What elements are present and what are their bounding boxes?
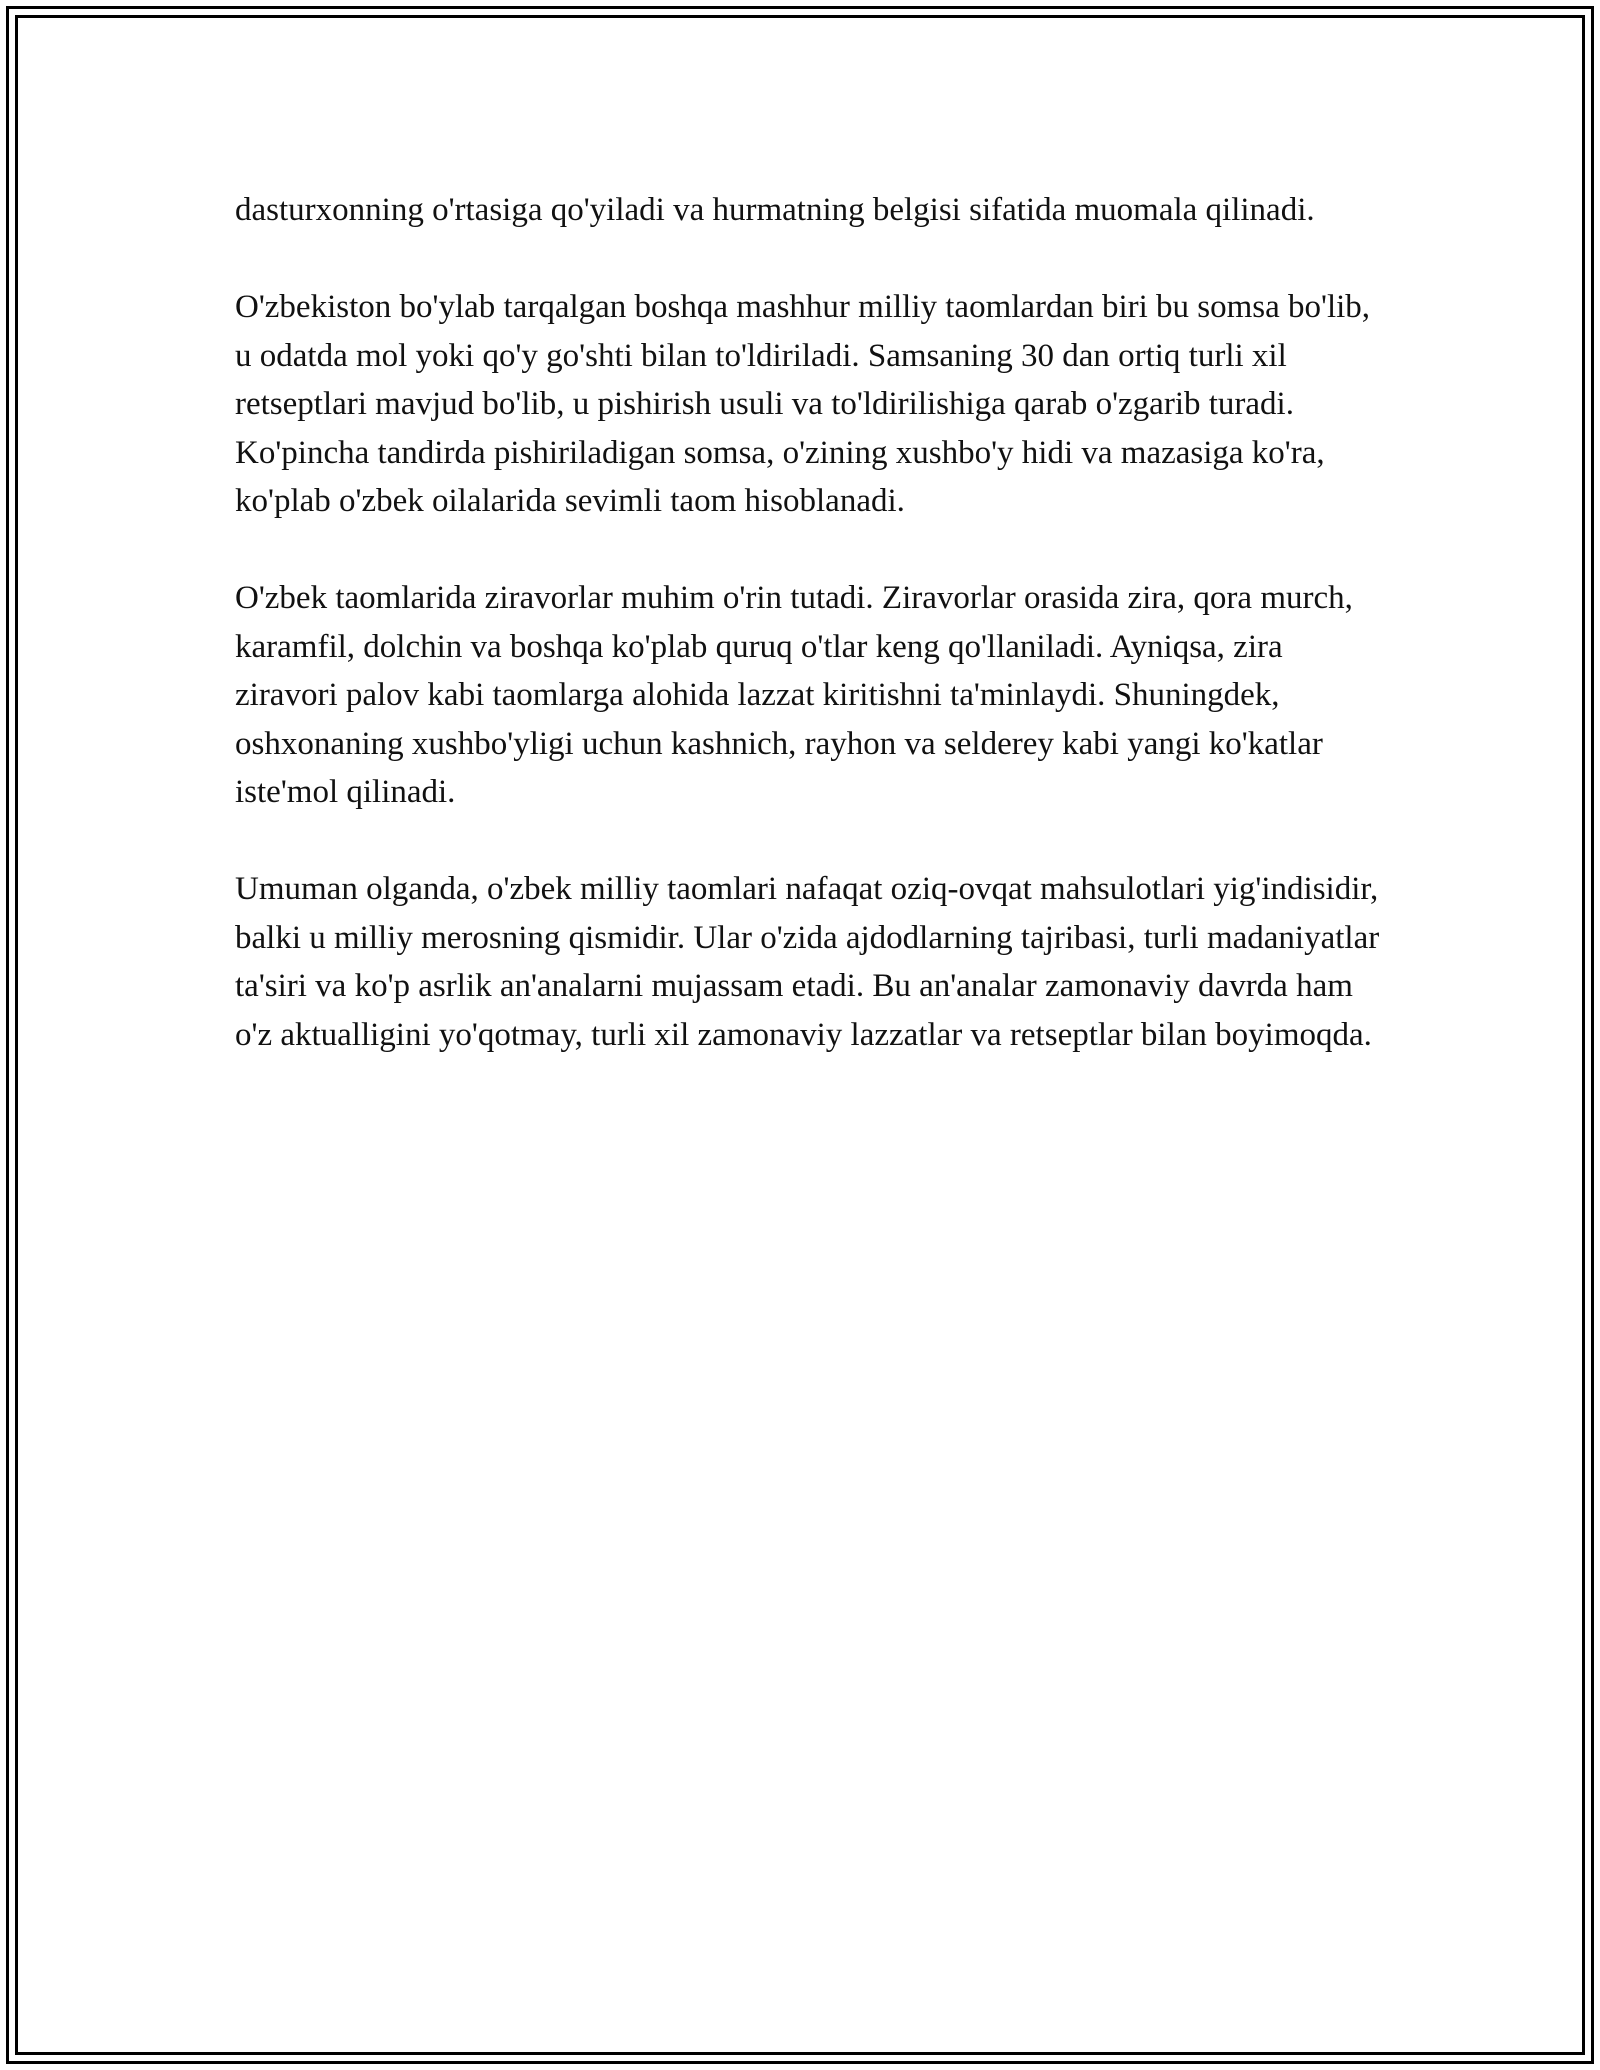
paragraph-3: O'zbek taomlarida ziravorlar muhim o'rin tutadi. Ziravorlar orasida zira, qora murch, karamfil, dolchin va boshqa ko'plab quruq o'tlar keng qo'llaniladi. Ayniqsa, zira ziravori palov kabi taomlarga alohida lazzat kiritishni ta'minlaydi. Shuningdek, oshxonaning xushbo'yligi uchun kashnich, rayhon va selderey kabi yangi ko'katlar iste'mol qilinadi. <box>235 580 1353 810</box>
document-body <box>235 186 1385 1108</box>
paragraph-2: O'zbekiston bo'ylab tarqalgan boshqa mashhur milliy taomlardan biri bu somsa bo'lib, u odatda mol yoki qo'y go'shti bilan to'ldiriladi. Samsaning 30 dan ortiq turli xil retseptlari mavjud bo'lib, u pishirish usuli va to'ldirilishiga qarab o'zgarib turadi. Ko'pincha tandirda pishiriladigan somsa, o'zining xushbo'y hidi va mazasiga ko'ra, ko'plab o'zbek oilalarida sevimli taom hisoblanadi. <box>235 289 1371 519</box>
paragraph-1: dasturxonning o'rtasiga qo'yiladi va hurmatning belgisi sifatida muomala qilinadi. <box>235 192 1315 228</box>
paragraph-4: Umuman olganda, o'zbek milliy taomlari nafaqat oziq-ovqat mahsulotlari yig'indisidir, balki u milliy merosning qismidir. Ular o'zida ajdodlarning tajribasi, turli madaniyatlar ta'siri va ko'p asrlik an'analarni mujassam etadi. Bu an'analar zamonaviy davrda ham o'z aktualligini yo'qotmay, turli xil zamonaviy lazzatlar va retseptlar bilan boyimoqda. <box>235 871 1380 1053</box>
